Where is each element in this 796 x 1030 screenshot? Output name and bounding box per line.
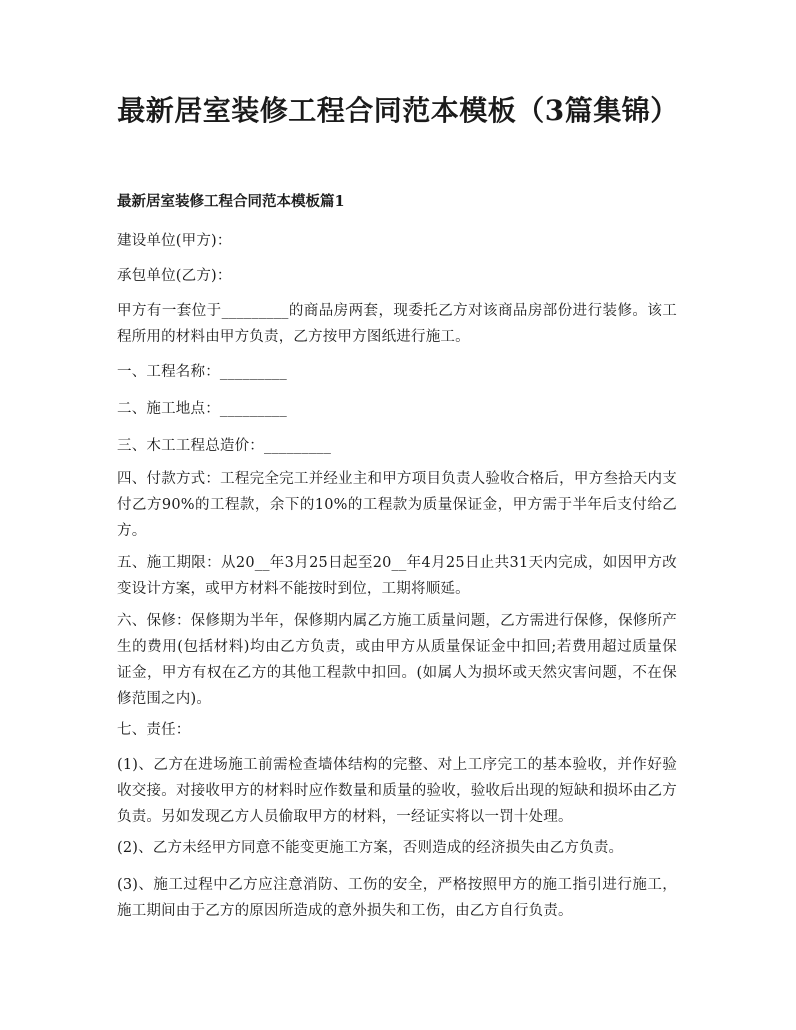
paragraph-responsibility-1: (1)、乙方在进场施工前需检查墙体结构的完整、对上工序完工的基本验收，并作好验收交接。对接收甲方的材料时应作数量和质量的验收，验收后出现的短缺和损坏由乙方负责。另如发现乙方人员偷取甲方的材料，一经证实将以一罚十处理。 (117, 757, 677, 825)
paragraph-schedule: 五、施工期限：从20__年3月25日起至20__年4月25日止共31天内完成，如因甲方改变设计方案，或甲方材料不能按时到位，工期将顺延。 (117, 555, 677, 597)
paragraph-responsibility-3: (3)、施工过程中乙方应注意消防、工伤的安全，严格按照甲方的施工指引进行施工，施工期间由于乙方的原因所造成的意外损失和工伤，由乙方自行负责。 (117, 877, 677, 919)
paragraph-project-name: 一、工程名称：_________ (117, 364, 287, 380)
paragraph-party-b: 承包单位(乙方)： (117, 268, 232, 284)
paragraph-responsibility-heading: 七、责任： (117, 722, 191, 738)
paragraph-party-a: 建设单位(甲方)： (117, 233, 232, 249)
paragraph-intro: 甲方有一套位于_________的商品房两套，现委托乙方对该商品房部份进行装修。该工程所用的材料由甲方负责，乙方按甲方图纸进行施工。 (117, 303, 677, 345)
paragraph-payment: 四、付款方式：工程完全完工并经业主和甲方项目负责人验收合格后，甲方叁拾天内支付乙方90%的工程款，余下的10%的工程款为质量保证金，甲方需于半年后支付给乙方。 (117, 471, 677, 539)
document-title: 最新居室装修工程合同范本模板（3篇集锦） (117, 94, 679, 127)
paragraph-warranty: 六、保修：保修期为半年，保修期内属乙方施工质量问题，乙方需进行保修，保修所产生的费用(包括材料)均由乙方负责，或由甲方从质量保证金中扣回;若费用超过质量保证金，甲方有权在乙方的其他工程款中扣回。(如属人为损坏或天然灾害问题，不在保修范围之内)。 (117, 613, 677, 707)
paragraph-total-cost: 三、木工工程总造价：_________ (117, 438, 332, 454)
paragraph-responsibility-2: (2)、乙方未经甲方同意不能变更施工方案，否则造成的经济损失由乙方负责。 (117, 840, 624, 856)
section-heading: 最新居室装修工程合同范本模板篇1 (117, 193, 345, 210)
paragraph-site: 二、施工地点：_________ (117, 401, 287, 417)
